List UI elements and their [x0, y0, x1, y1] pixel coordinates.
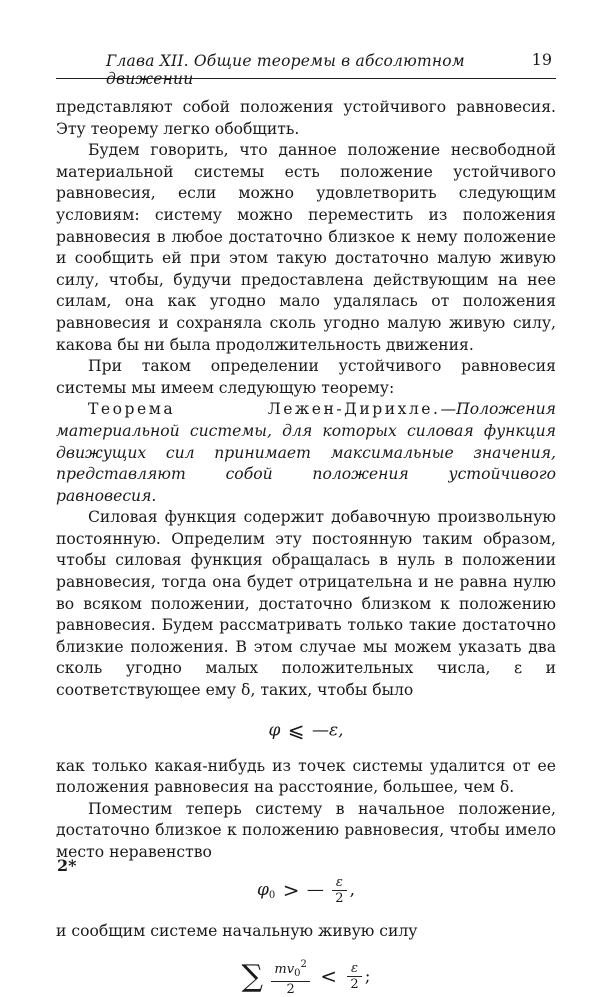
- formula-kinetic-energy: [56, 957, 556, 997]
- formula-relation: <: [320, 963, 337, 988]
- page-body: [56, 97, 556, 997]
- theorem-name: Теорема Лежен-Дирихле.: [88, 400, 441, 419]
- formula-lhs: φ: [257, 880, 269, 901]
- fraction-denominator: 2: [350, 977, 359, 993]
- fraction-eps-over-2: [332, 875, 346, 906]
- formula-phi-le-minus-eps: [56, 717, 556, 742]
- fraction-numerator: [271, 957, 309, 982]
- signature-mark: 2*: [57, 856, 77, 875]
- formula-minus: —: [306, 880, 324, 901]
- formula-relation: >: [282, 878, 300, 903]
- paragraph-3: При таком определении устойчивого равновесия системы мы имеем следующую теорему:: [56, 357, 556, 397]
- numerator-base: mv: [274, 961, 295, 977]
- formula-tail: ,: [349, 880, 355, 901]
- fraction-numerator: ε: [347, 961, 361, 977]
- sum-sign: ∑: [241, 958, 263, 994]
- paragraph-6: как только какая-нибудь из точек системы удалится от ее положения равновесия на расстояние, большее, чем δ.: [56, 756, 556, 797]
- formula-rhs: —ε,: [311, 719, 344, 740]
- theorem-dash: —: [440, 400, 457, 419]
- page-number: 19: [531, 50, 552, 69]
- fraction-mv0-squared-over-2: [271, 957, 309, 997]
- formula-phi0-gt-minus-eps-half: [56, 875, 556, 907]
- running-header: [56, 50, 556, 88]
- theorem: [56, 399, 556, 507]
- numerator-superscript: 2: [300, 958, 307, 970]
- paragraph-7: Поместим теперь систему в начальное положение, достаточно близкое к положению равновесия, чтобы имело место неравенство: [56, 799, 556, 861]
- fraction-denominator: 2: [286, 981, 295, 997]
- formula-tail: ;: [364, 966, 371, 987]
- chapter-title: Глава XII. Общие теоремы в абсолютном движении: [106, 52, 465, 88]
- formula-relation: ⩽: [287, 717, 305, 742]
- numerator-subscript: 0: [294, 967, 301, 979]
- fraction-numerator: ε: [332, 875, 346, 891]
- formula-subscript: 0: [268, 890, 276, 902]
- paragraph-8: и сообщим системе начальную живую силу: [56, 922, 418, 941]
- fraction-denominator: 2: [335, 891, 344, 907]
- paragraph-5: Силовая функция содержит добавочную произвольную постоянную. Определим эту постоянную таким образом, чтобы силовая функция обращалась в нуль в положении равновесия, тогда она будет отрицательна и не равна нулю во всяком положении, достаточно близком к положению равновесия. Будем рассматривать только такие достаточно близкие положения. В этом случае мы можем указать два сколь угодно малых положительных числа, ε и соответствующее ему δ, таких, чтобы было: [56, 508, 556, 700]
- fraction-eps-over-2: [347, 961, 361, 992]
- formula-lhs: φ: [268, 719, 281, 740]
- paragraph-2: Будем говорить, что данное положение несвободной материальной системы есть положение устойчивого равновесия, если можно удовлетворить следующим условиям: систему можно переместить из положения равновесия в любое достаточно близкое к нему положение и сообщить ей при этом такую достаточно малую живую силу, чтобы, будучи предоставлена действующим на нее силам, она как угодно мало удалялась от положения равновесия и сохраняла сколь угодно малую живую силу, какова бы ни была продолжительность движения.: [56, 141, 556, 354]
- theorem-statement: Положения материальной системы, для которых силовая функция движущих сил принимает максимальные значения, представляют собой положения устойчивого равновесия.: [56, 400, 556, 505]
- paragraph-1: представляют собой положения устойчивого равновесия. Эту теорему легко обобщить.: [56, 98, 556, 138]
